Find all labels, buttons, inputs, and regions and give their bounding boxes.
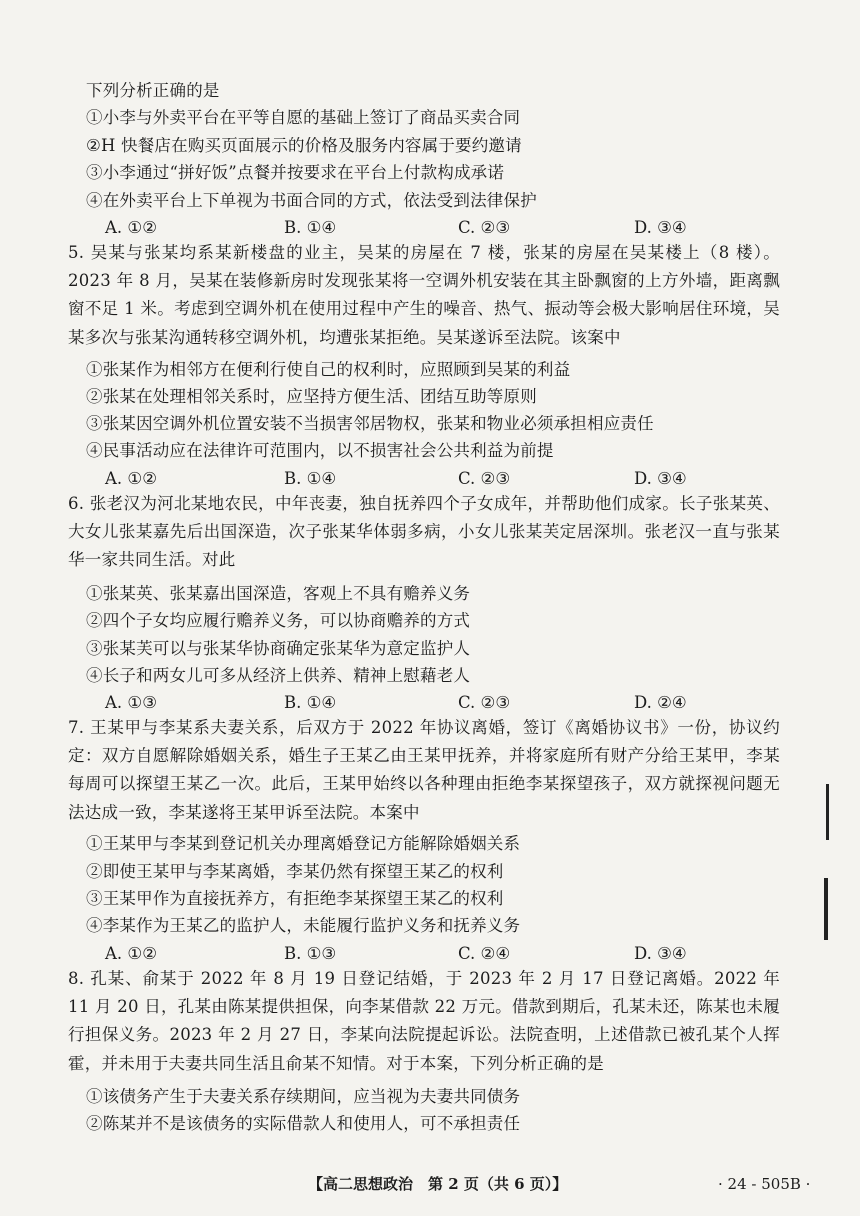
scan-margin-mark [826, 784, 829, 840]
q5-choice-b: B. ①④ [284, 469, 337, 488]
q5-choice-d: D. ③④ [634, 469, 687, 488]
q4-choice-d: D. ③④ [634, 218, 687, 237]
q6-choice-b: B. ①④ [284, 693, 337, 712]
q6-item-4: ④长子和两女儿可多从经济上供养、精神上慰藉老人 [86, 666, 471, 685]
q6-item-2: ②四个子女均应履行赡养义务，可以协商赡养的方式 [86, 611, 471, 630]
q6-item-1: ①张某英、张某嘉出国深造，客观上不具有赡养义务 [86, 584, 471, 603]
q6-choice-a: A. ①③ [105, 693, 157, 712]
q4-item-3: ③小李通过“拼好饭”点餐并按要求在平台上付款构成承诺 [86, 163, 505, 182]
q7-item-3: ③王某甲作为直接抚养方，有拒绝李某探望王某乙的权利 [86, 889, 504, 908]
q8-text: 8. 孔某、俞某于 2022 年 8 月 19 日登记结婚，于 2023 年 2 月 17 日登记离婚。2022 年 11 月 20 日，孔某由陈某提供担保，向李某借款 22 万元。借款到期后，孔某未还，陈某也未履行担保义务。2023 年 2 月 27 日，李某向法院提起诉讼。法院查明，上述借款已被孔某个人挥霍，并未用于夫妻共同生活且俞某不知情。对于本案，下列分析正确的是 [68, 969, 780, 1073]
q4-item-2: ②H 快餐店在购买页面展示的价格及服务内容属于要约邀请 [86, 136, 522, 155]
q4-item-4: ④在外卖平台上下单视为书面合同的方式，依法受到法律保护 [86, 191, 537, 210]
q5-item-1: ①张某作为相邻方在便利行使自己的权利时，应照顾到吴某的利益 [86, 360, 571, 379]
q7-choice-d: D. ③④ [634, 944, 687, 963]
q8-item-1: ①该债务产生于夫妻关系存续期间，应当视为夫妻共同债务 [86, 1087, 521, 1106]
q4-item-1: ①小李与外卖平台在平等自愿的基础上签订了商品买卖合同 [86, 108, 521, 127]
q4-choice-b: B. ①④ [284, 218, 337, 237]
q5-choice-c: C. ②③ [458, 469, 511, 488]
footer-paper-code: · 24 - 505B · [718, 1175, 811, 1193]
q8-item-2: ②陈某并不是该债务的实际借款人和使用人，可不承担责任 [86, 1114, 521, 1133]
q6-text: 6. 张老汉为河北某地农民，中年丧妻，独自抚养四个子女成年，并帮助他们成家。长子张某英、大女儿张某嘉先后出国深造，次子张某华体弱多病，小女儿张某芙定居深圳。张老汉一直与张某华一家共同生活。对此 [68, 494, 780, 570]
q6-item-3: ③张某芙可以与张某华协商确定张某华为意定监护人 [86, 639, 471, 658]
q4-choice-a: A. ①② [105, 218, 157, 237]
q5-item-2: ②张某在处理相邻关系时，应坚持方便生活、团结互助等原则 [86, 387, 537, 406]
q5-choice-a: A. ①② [105, 469, 157, 488]
q5-item-3: ③张某因空调外机位置安装不当损害邻居物权，张某和物业必须承担相应责任 [86, 414, 654, 433]
q7-choice-a: A. ①② [105, 944, 157, 963]
footer-page-info: 【高二思想政治 第 2 页（共 6 页）】 [308, 1175, 568, 1193]
scan-margin-mark [824, 878, 828, 940]
q5-item-4: ④民事活动应在法律许可范围内，以不损害社会公共利益为前提 [86, 441, 554, 460]
q7-text: 7. 王某甲与李某系夫妻关系，后双方于 2022 年协议离婚，签订《离婚协议书》一份，协议约定：双方自愿解除婚姻关系，婚生子王某乙由王某甲抚养，并将家庭所有财产分给王某甲，李某每周可以探望王某乙一次。此后，王某甲始终以各种理由拒绝李某探望孩子，双方就探视问题无法达成一致，李某遂将王某甲诉至法院。本案中 [68, 718, 780, 822]
q7-choice-c: C. ②④ [458, 944, 511, 963]
page-footer [0, 1172, 860, 1196]
q7-item-4: ④李某作为王某乙的监护人，未能履行监护义务和抚养义务 [86, 916, 521, 935]
q7-choice-b: B. ①③ [284, 944, 337, 963]
q6-choice-d: D. ②④ [634, 693, 687, 712]
q7-item-2: ②即使王某甲与李某离婚，李某仍然有探望王某乙的权利 [86, 862, 504, 881]
q6-choice-c: C. ②③ [458, 693, 511, 712]
q4-stem: 下列分析正确的是 [86, 81, 220, 100]
q7-item-1: ①王某甲与李某到登记机关办理离婚登记方能解除婚姻关系 [86, 834, 521, 853]
q4-choice-c: C. ②③ [458, 218, 511, 237]
q5-text: 5. 吴某与张某均系某新楼盘的业主，吴某的房屋在 7 楼，张某的房屋在吴某楼上（8 楼）。2023 年 8 月，吴某在装修新房时发现张某将一空调外机安装在其主卧飘窗的上方外墙，距离飘窗不足 1 米。考虑到空调外机在使用过程中产生的噪音、热气、振动等会极大影响居住环境，吴某多次与张某沟通转移空调外机，均遭张某拒绝。吴某遂诉至法院。该案中 [68, 243, 780, 347]
